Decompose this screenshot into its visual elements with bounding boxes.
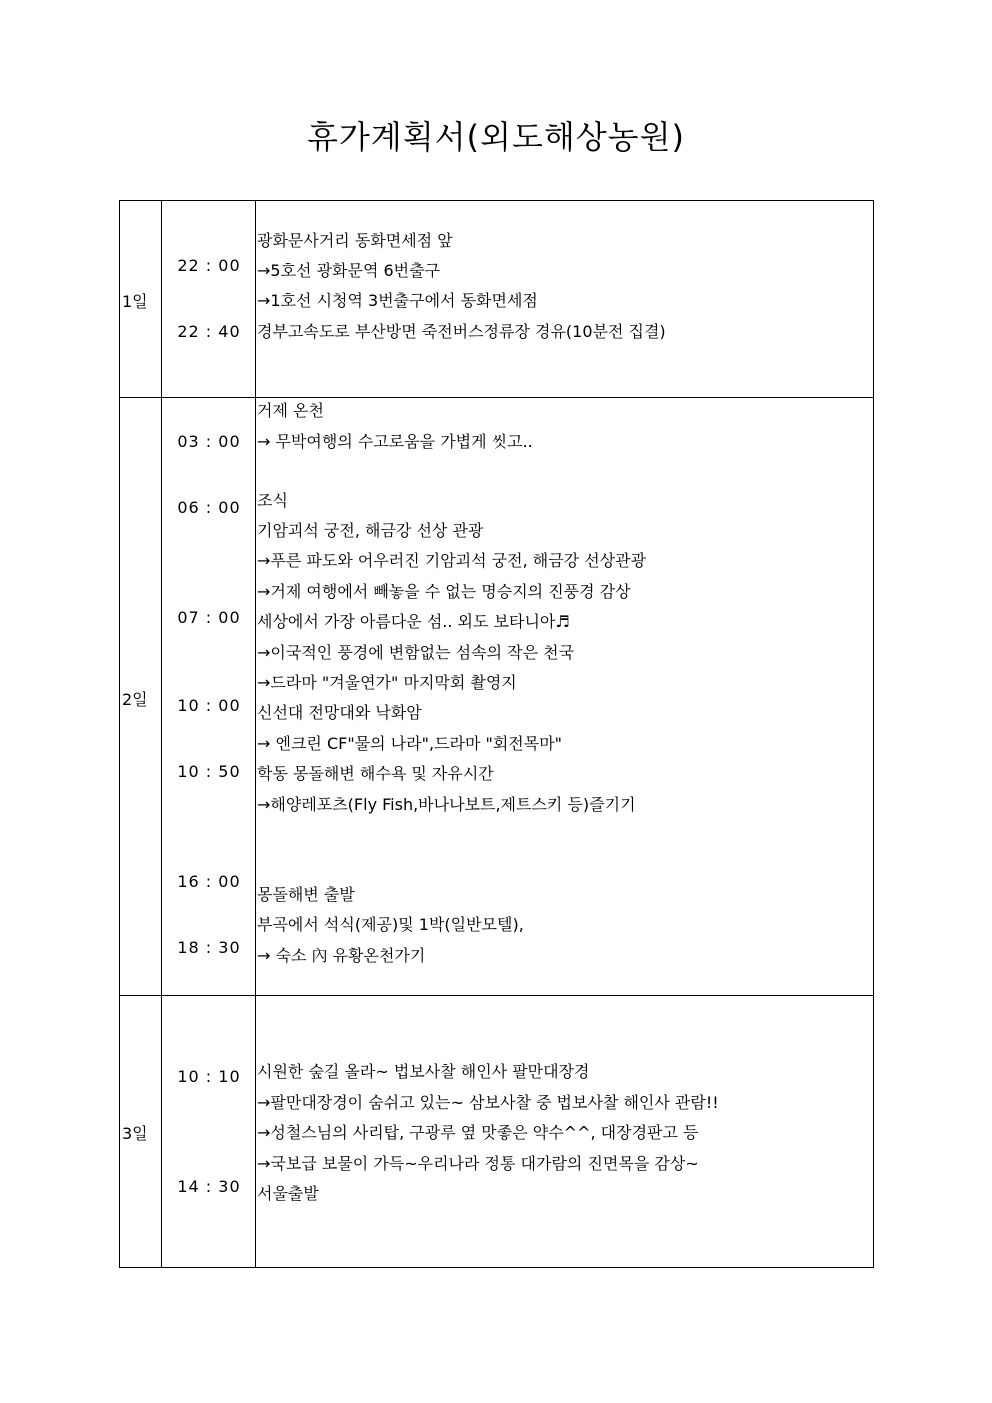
description-line: →팔만대장경이 숨쉬고 있는~ 삼보사찰 중 법보사찰 해인사 관람!! [257,1093,719,1112]
description-line: →푸른 파도와 어우러진 기암괴석 궁전, 해금강 선상관광 [257,551,647,570]
description-line: →국보급 보물이 가득~우리나라 정통 대가람의 진면목을 감상~ [257,1154,699,1173]
description-line: →이국적인 풍경에 변함없는 섬속의 작은 천국 [257,643,575,662]
day-row-3 [120,996,874,1268]
description-line: 조식 [257,491,288,510]
description-line: 세상에서 가장 아름다운 섬.. 외도 보타니아♬ [257,612,570,631]
description-line: →성철스님의 사리탑, 구광루 옆 맛좋은 약수^^, 대장경판고 등 [257,1123,699,1142]
day-row-2 [120,398,874,996]
description-line: → 무박여행의 수고로움을 가볍게 씻고.. [257,432,533,451]
description-line: 기암괴석 궁전, 해금강 선상 관광 [257,521,484,540]
description-line: →거제 여행에서 빼놓을 수 없는 명승지의 진풍경 감상 [257,582,631,601]
day-cell [120,201,162,398]
description-line: →드라마 "겨울연가" 마지막회 촬영지 [257,673,517,692]
description-line: →5호선 광화문역 6번출구 [257,261,441,280]
time-entry: 16 : 00 [177,872,241,891]
description-line: 학동 몽돌해변 해수욕 및 자유시간 [257,764,494,783]
description-line: 신선대 전망대와 낙화암 [257,703,422,722]
schedule-table [119,200,874,1268]
day-label: 3일 [122,1124,148,1143]
day-cell [120,398,162,996]
time-cell [162,201,256,398]
day-row-1 [120,201,874,398]
description-cell [256,996,874,1268]
time-entry: 10 : 10 [177,1067,241,1086]
time-entry: 06 : 00 [177,498,241,517]
description-cell [256,398,874,996]
description-line: 광화문사거리 동화면세점 앞 [257,231,453,250]
time-entry: 10 : 00 [177,696,241,715]
description-line: 경부고속도로 부산방면 죽전버스정류장 경유(10분전 집결) [257,322,666,341]
time-entry: 03 : 00 [177,432,241,451]
day-label: 1일 [122,292,148,311]
description-line: 시원한 숲길 올라~ 법보사찰 해인사 팔만대장경 [257,1062,590,1081]
description-line: → 숙소 內 유황온천가기 [257,946,426,965]
document-title: 휴가계획서(외도해상농원) [306,118,685,156]
description-line: → 엔크린 CF"물의 나라",드라마 "회전목마" [257,734,563,753]
time-cell [162,398,256,996]
description-cell [256,201,874,398]
time-entry: 18 : 30 [177,938,241,957]
day-cell [120,996,162,1268]
day-label: 2일 [122,690,148,709]
description-line: →1호선 시청역 3번출구에서 동화면세점 [257,291,538,310]
time-entry: 22 : 40 [177,322,241,341]
description-line: →해양레포츠(Fly Fish,바나나보트,제트스키 등)즐기기 [257,795,636,814]
time-entry: 07 : 00 [177,608,241,627]
time-entry: 14 : 30 [177,1177,241,1196]
time-cell [162,996,256,1268]
description-line: 거제 온천 [257,401,324,420]
time-entry: 10 : 50 [177,762,241,781]
description-line: 서울출발 [257,1184,319,1203]
description-line: 몽돌해변 출발 [257,885,355,904]
time-entry: 22 : 00 [177,256,241,275]
description-line: 부곡에서 석식(제공)및 1박(일반모텔), [257,915,524,934]
